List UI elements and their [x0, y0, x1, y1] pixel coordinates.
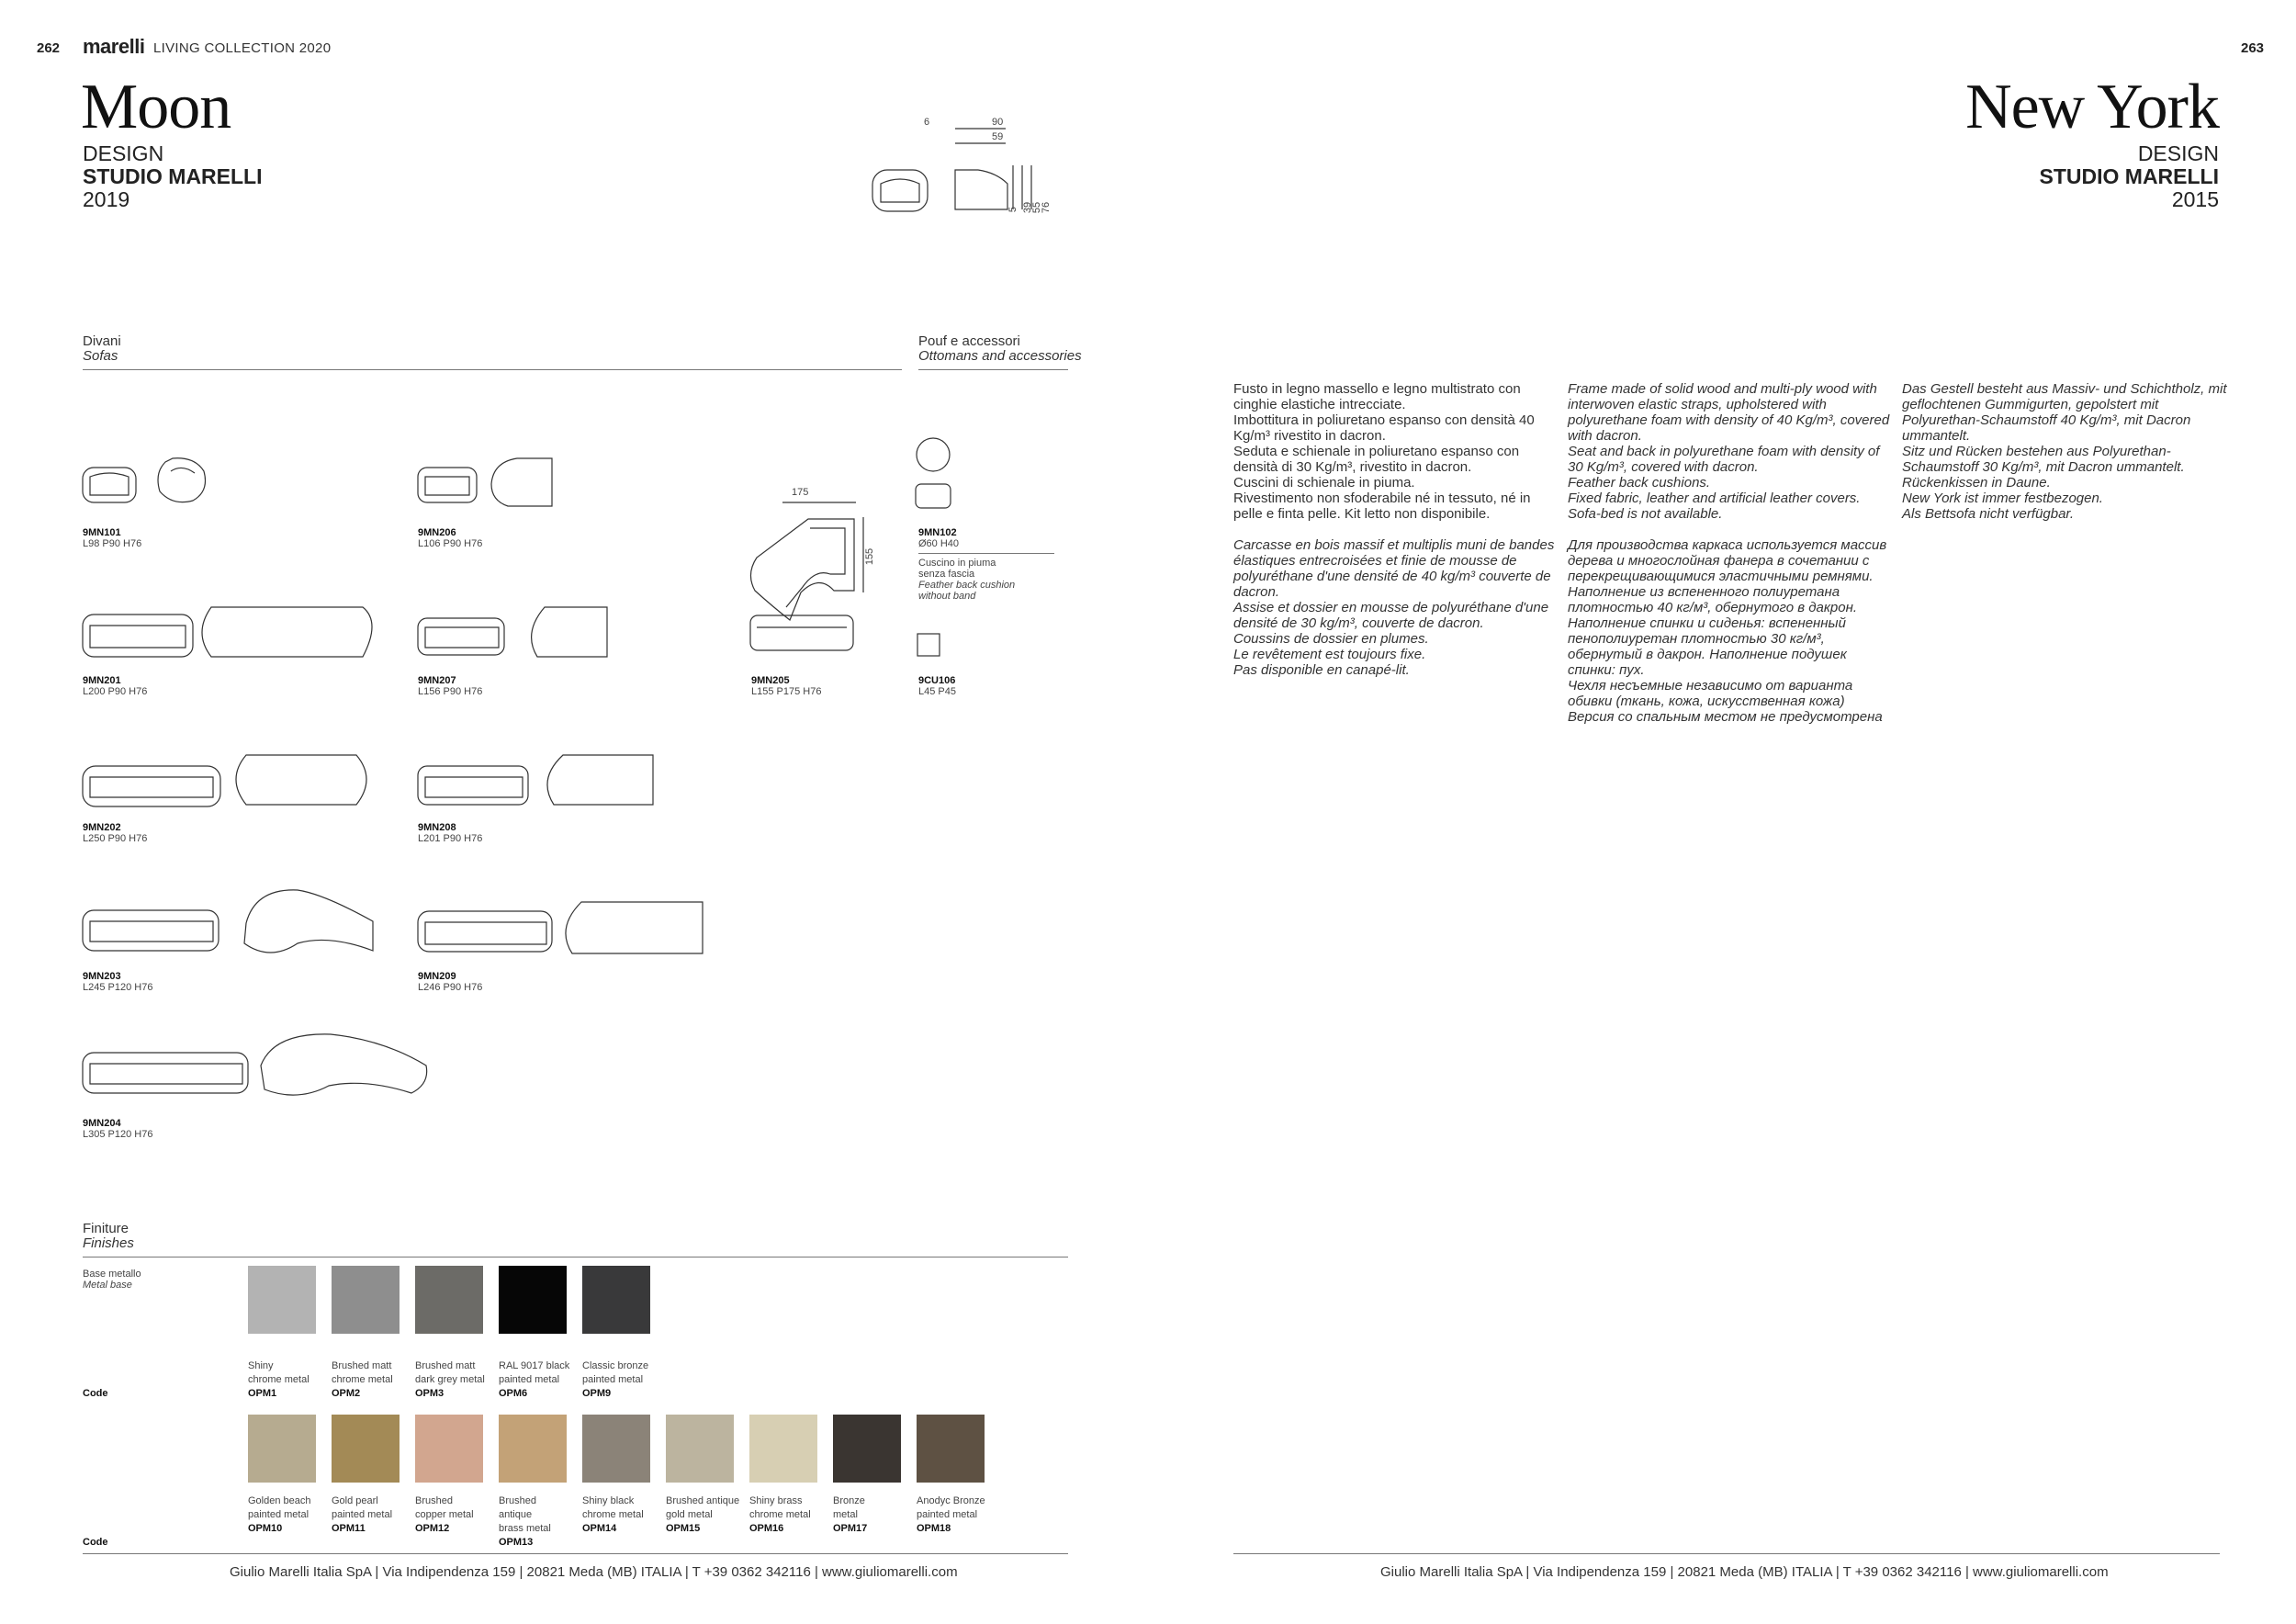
desc-english: [1568, 381, 1894, 522]
design-block-newyork: [2040, 142, 2220, 211]
product-code-9MN209: 9MN209: [418, 971, 456, 982]
finish-swatch: [499, 1266, 567, 1334]
desc-fr-line: Carcasse en bois massif et multiplis muni de bandes élastiques entrecroisées et finie de mousse de polyuréthane d'une densité de 40 kg/m³ couverte de dacron.: [1233, 537, 1555, 600]
metal-base-label: [83, 1269, 141, 1291]
desc-it-line: Fusto in legno massello e legno multistrato con cinghie elastiche intrecciate.: [1233, 381, 1521, 412]
footer-divider-left: [83, 1553, 1068, 1554]
section-sofas-label-en: Sofas: [83, 348, 118, 364]
finish-label: [332, 1494, 414, 1536]
finish-label-line1: Brushed: [415, 1495, 453, 1506]
brand-logo: marelli: [83, 35, 145, 58]
dim-side-4: 76: [1041, 201, 1052, 214]
product-dims-9MN202: L250 P90 H76: [83, 833, 148, 844]
desc-de-line: Rückenkissen in Daune.: [1902, 475, 2051, 491]
desc-en-line: Sofa-bed is not available.: [1568, 506, 1723, 522]
product-dims-9MN102: Ø60 H40: [918, 538, 960, 549]
finish-code: OPM9: [582, 1388, 612, 1399]
finish-label-line1: Shiny: [248, 1360, 274, 1371]
drawing-9MN202: [81, 751, 384, 816]
design-block-moon: [83, 142, 263, 211]
finish-label: [666, 1494, 748, 1536]
finish-label: [749, 1494, 832, 1536]
finish-label-line1: Shiny brass: [749, 1495, 803, 1506]
desc-ru-line: Наполнение из вспененного полиуретана плотностью 40 кг/м³, обернутого в дакрон. Наполнение спинки и сиденья: вспененный пенополиуретан плотностью 30 кг/м³, обернутый в дакрон. Наполнение подушек спинки: пух.: [1568, 584, 1858, 678]
finish-label-line2: dark grey metal: [415, 1374, 485, 1385]
finish-swatch: [499, 1415, 567, 1483]
finish-label: [582, 1494, 665, 1536]
finish-code: OPM18: [917, 1523, 951, 1534]
finish-label: [917, 1494, 999, 1536]
drawing-9MN209: [416, 900, 710, 964]
desc-fr-line: Assise et dossier en mousse de polyuréthane d'une densité de 30 kg/m³, couverte de dacron.: [1233, 600, 1549, 631]
section-finishes: [83, 1222, 134, 1251]
finish-label: [332, 1359, 414, 1401]
section-ottomans-label: Pouf e accessori: [918, 333, 1020, 349]
sofas-divider: [83, 369, 902, 370]
finish-label: [415, 1494, 498, 1536]
desc-it-line: Imbottitura in poliuretano espanso con densità 40 Kg/m³ rivestito in dacron.: [1233, 412, 1535, 444]
section-sofas: [83, 334, 121, 364]
product-dims-9MN203: L245 P120 H76: [83, 982, 153, 993]
footer-divider-right: [1233, 1553, 2220, 1554]
finish-code: OPM12: [415, 1523, 450, 1534]
product-title-moon: Moon: [81, 72, 231, 142]
finish-swatch: [415, 1266, 483, 1334]
design-year: 2019: [83, 187, 130, 211]
finish-code: OPM16: [749, 1523, 784, 1534]
product-code-9MN201: 9MN201: [83, 675, 121, 686]
product-code-9MN101: 9MN101: [83, 527, 121, 538]
drawing-9MN102-pouf: [914, 436, 960, 519]
section-finishes-label: Finiture: [83, 1221, 129, 1236]
desc-en-line: Seat and back in polyurethane foam with density of 30 Kg/m³, covered with dacron.: [1568, 444, 1880, 475]
product-code-9MN102: 9MN102: [918, 527, 957, 538]
design-label-right: DESIGN: [2137, 141, 2219, 165]
section-finishes-label-en: Finishes: [83, 1235, 134, 1251]
finish-label-line2: painted metal: [332, 1509, 393, 1520]
product-dims-9MN206: L106 P90 H76: [418, 538, 483, 549]
finish-swatch: [917, 1415, 985, 1483]
dim-side-2: 39: [1022, 201, 1034, 214]
description-column-2: [1568, 381, 1894, 725]
finish-label-line0: Brushed: [499, 1495, 536, 1506]
product-code-9MN204: 9MN204: [83, 1118, 121, 1129]
cushion-note: [918, 558, 1015, 602]
designer-name: STUDIO MARELLI: [83, 164, 263, 188]
finish-swatch: [332, 1266, 400, 1334]
finish-label-line1: RAL 9017 black: [499, 1360, 570, 1371]
desc-fr-line: Coussins de dossier en plumes.: [1233, 631, 1429, 647]
desc-de-line: New York ist immer festbezogen.: [1902, 491, 2103, 506]
finish-label-line2: metal: [833, 1509, 858, 1520]
footer-right: Giulio Marelli Italia SpA | Via Indipendenza 159 | 20821 Meda (MB) ITALIA | T +39 0362 342116 | www.giuliomarelli.com: [1380, 1564, 2109, 1580]
finish-label: [499, 1494, 581, 1550]
drawing-9MN206: [416, 455, 563, 510]
desc-en-line: Frame made of solid wood and multi-ply wood with interwoven elastic straps, upholstered with polyurethane foam with density of 40 Kg/m³, covered with dacron.: [1568, 381, 1890, 444]
product-code-9MN206: 9MN206: [418, 527, 456, 538]
product-dims-9MN101: L98 P90 H76: [83, 538, 142, 549]
finish-code: OPM10: [248, 1523, 283, 1534]
product-code-9CU106: 9CU106: [918, 675, 956, 686]
dim-side-1: 5: [1007, 206, 1019, 213]
desc-de-line: Als Bettsofa nicht verfügbar.: [1902, 506, 2075, 522]
product-code-9MN203: 9MN203: [83, 971, 121, 982]
desc-fr-line: Pas disponible en canapé-lit.: [1233, 662, 1410, 678]
finish-code: OPM1: [248, 1388, 277, 1399]
product-dims-9MN205: L155 P175 H76: [751, 686, 822, 697]
code-label-row1: Code: [83, 1388, 108, 1399]
desc-french: [1233, 537, 1559, 678]
design-year-right: 2015: [2171, 187, 2219, 211]
metal-base-label-en: Metal base: [83, 1280, 132, 1291]
desc-en-line: Fixed fabric, leather and artificial leather covers.: [1568, 491, 1861, 506]
finish-code: OPM13: [499, 1537, 534, 1548]
designer-name-right: STUDIO MARELLI: [2039, 164, 2219, 188]
desc-en-line: Feather back cushions.: [1568, 475, 1711, 491]
drawing-9MN204: [81, 1029, 439, 1111]
finish-label: [499, 1359, 581, 1401]
product-code-9MN202: 9MN202: [83, 822, 121, 833]
finish-swatch: [749, 1415, 817, 1483]
product-code-9MN208: 9MN208: [418, 822, 456, 833]
collection-title: LIVING COLLECTION 2020: [153, 40, 332, 56]
drawing-9MN201: [81, 602, 329, 666]
pouf-divider: [918, 553, 1054, 554]
desc-de-line: Das Gestell besteht aus Massiv- und Schichtholz, mit geflochtenen Gummigurten, gepolstert mit Polyurethan-Schaumstoff 40 Kg/m³, mit Dacron ummantelt.: [1902, 381, 2227, 444]
product-dims-9MN201: L200 P90 H76: [83, 686, 148, 697]
finish-label-line2: copper metal: [415, 1509, 474, 1520]
corner-dim-width: 175: [792, 487, 809, 498]
drawing-9MN207: [416, 602, 618, 666]
finish-label-line1: Anodyc Bronze: [917, 1495, 985, 1506]
finish-label-line2: chrome metal: [248, 1374, 310, 1385]
finish-label-line2: chrome metal: [749, 1509, 811, 1520]
finish-label-line2: gold metal: [666, 1509, 713, 1520]
finish-label-line1: Brushed antique: [666, 1495, 740, 1506]
finish-code: OPM6: [499, 1388, 528, 1399]
drawing-9CU106-cushion: [916, 632, 943, 660]
finish-label-line1: Golden beach: [248, 1495, 311, 1506]
finish-swatch: [332, 1415, 400, 1483]
footer-left: Giulio Marelli Italia SpA | Via Indipendenza 159 | 20821 Meda (MB) ITALIA | T +39 0362 342116 | www.giuliomarelli.com: [230, 1564, 958, 1580]
finish-label-line1: Classic bronze: [582, 1360, 649, 1371]
desc-de-line: Sitz und Rücken bestehen aus Polyurethan-Schaumstoff 30 Kg/m³, mit Dacron ummantelt.: [1902, 444, 2185, 475]
desc-fr-line: Le revêtement est toujours fixe.: [1233, 647, 1426, 662]
section-ottomans: [918, 334, 1082, 364]
finish-label: [248, 1494, 331, 1536]
drawing-9MN203: [81, 886, 384, 978]
finish-label-line1: Bronze: [833, 1495, 865, 1506]
cushion-note-it1: Cuscino in piuma: [918, 558, 996, 569]
finish-label-line1: Brushed matt: [332, 1360, 392, 1371]
desc-italian: [1233, 381, 1559, 522]
finish-label: [833, 1494, 916, 1536]
finish-swatch: [248, 1266, 316, 1334]
finish-label-line2: chrome metal: [582, 1509, 644, 1520]
metal-base-label-it: Base metallo: [83, 1269, 141, 1280]
finish-code: OPM14: [582, 1523, 617, 1534]
desc-it-line: Cuscini di schienale in piuma.: [1233, 475, 1415, 491]
product-title-newyork: New York: [1965, 72, 2219, 142]
product-dims-9MN204: L305 P120 H76: [83, 1129, 153, 1140]
desc-russian: [1568, 537, 1894, 725]
finish-code: OPM2: [332, 1388, 361, 1399]
drawing-9MN205-corner: [746, 491, 874, 666]
page-number-left: 262: [37, 40, 61, 56]
finish-swatch: [415, 1415, 483, 1483]
page-number-right: 263: [2241, 40, 2265, 56]
finish-label-line1: Brushed matt: [415, 1360, 476, 1371]
cushion-note-en2: without band: [918, 591, 976, 602]
dim-top-c: 59: [992, 131, 1004, 142]
desc-it-line: Rivestimento non sfoderabile né in tessuto, né in pelle e finta pelle. Kit letto non disponibile.: [1233, 491, 1531, 522]
desc-ru-line: Чехля несъемные независимо от варианта обивки (ткань, кожа, искусственная кожа): [1568, 678, 1853, 709]
finish-label-line2: painted metal: [582, 1374, 644, 1385]
finish-swatch: [666, 1415, 734, 1483]
description-column-1: [1233, 381, 1559, 678]
dim-side-3: 55: [1031, 201, 1043, 214]
product-dims-9CU106: L45 P45: [918, 686, 956, 697]
product-dims-9MN208: L201 P90 H76: [418, 833, 483, 844]
cushion-note-it2: senza fascia: [918, 569, 975, 580]
finish-swatch: [582, 1266, 650, 1334]
finish-label: [248, 1359, 331, 1401]
dim-top-b: 90: [992, 117, 1004, 128]
finish-swatch: [582, 1415, 650, 1483]
product-dims-9MN207: L156 P90 H76: [418, 686, 483, 697]
desc-it-line: Seduta e schienale in poliuretano espanso con densità di 30 Kg/m³, rivestito in dacron.: [1233, 444, 1520, 475]
ottomans-divider: [918, 369, 1068, 370]
finish-label: [415, 1359, 498, 1401]
section-sofas-label: Divani: [83, 333, 121, 349]
finish-label-line2: painted metal: [917, 1509, 978, 1520]
finish-label-line2: painted metal: [248, 1509, 310, 1520]
finish-code: OPM17: [833, 1523, 868, 1534]
finish-label-line2: brass metal: [499, 1523, 551, 1534]
description-column-3: [1902, 381, 2228, 522]
finish-code: OPM3: [415, 1388, 445, 1399]
finish-label: [582, 1359, 665, 1401]
drawing-9MN208: [416, 751, 664, 816]
finish-label-line2: painted metal: [499, 1374, 560, 1385]
corner-dim-depth: 155: [864, 547, 876, 566]
finish-code: OPM11: [332, 1523, 366, 1534]
finish-label-line1: Gold pearl: [332, 1495, 378, 1506]
finish-code: OPM15: [666, 1523, 701, 1534]
design-label: DESIGN: [83, 141, 164, 165]
product-code-9MN207: 9MN207: [418, 675, 456, 686]
product-dims-9MN209: L246 P90 H76: [418, 982, 483, 993]
desc-ru-line: Версия со спальным местом не предусмотрена: [1568, 709, 1883, 725]
finish-label-line1: antique: [499, 1509, 533, 1520]
product-code-9MN205: 9MN205: [751, 675, 790, 686]
dim-top-a: 6: [924, 117, 930, 128]
finish-label-line1: Shiny black: [582, 1495, 635, 1506]
finish-label-line2: chrome metal: [332, 1374, 393, 1385]
drawing-9MN101: [81, 455, 219, 510]
finish-swatch: [833, 1415, 901, 1483]
desc-german: [1902, 381, 2228, 522]
desc-ru-line: Для производства каркаса используется массив дерева и многослойная фанера в сочетании с перекрещивающимися эластичными ремнями.: [1568, 537, 1887, 584]
finish-swatch: [248, 1415, 316, 1483]
cushion-note-en1: Feather back cushion: [918, 580, 1016, 591]
section-ottomans-label-en: Ottomans and accessories: [918, 348, 1082, 364]
code-label-row2: Code: [83, 1537, 108, 1548]
